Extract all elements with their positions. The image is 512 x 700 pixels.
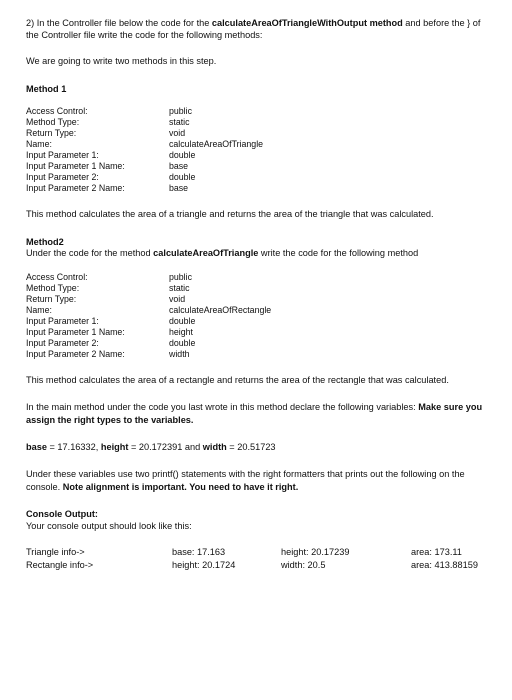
printf-bold: Note alignment is important. You need to have it right. — [62, 482, 299, 492]
method1-value-name: calculateAreaOfTriangle — [169, 139, 264, 149]
method2-value-param1-name: height — [169, 327, 193, 337]
rectangle-row-width: width: 20.5 — [281, 560, 326, 570]
method2-label-param2-name: Input Parameter 2 Name: — [26, 349, 125, 359]
var-base-value: = 17.16332, — [46, 442, 101, 452]
method2-label-param2: Input Parameter 2: — [26, 338, 99, 348]
method1-description: This method calculates the area of a triangle and returns the area of the triangle that was calculated. — [26, 209, 434, 219]
triangle-row-height: height: 20.17239 — [281, 547, 350, 557]
triangle-row-label: Triangle info-> — [26, 547, 85, 557]
method1-value-param1-name: base — [169, 161, 189, 171]
method1-heading: Method 1 — [26, 84, 67, 94]
method1-value-param1: double — [169, 150, 196, 160]
triangle-row-base: base: 17.163 — [172, 547, 226, 557]
method2-instruction-text-1: Under the code for the method — [26, 248, 154, 258]
method1-label-type: Method Type: — [26, 117, 80, 127]
method1-value-param2-name: base — [169, 183, 189, 193]
method1-label-name: Name: — [26, 139, 52, 149]
var-width-value: = 20.51723 — [226, 442, 276, 452]
printf-text: Under these variables use two printf() statements with the right formatters that prints out the following on the console. — [26, 469, 465, 492]
method2-value-param1: double — [169, 316, 196, 326]
console-output-subtitle: Your console output should look like this: — [26, 521, 192, 531]
main-method-paragraph — [26, 401, 494, 427]
method1-label-param2-name: Input Parameter 2 Name: — [26, 183, 125, 193]
method2-label-access: Access Control: — [26, 272, 88, 282]
var-height-label: height — [100, 442, 129, 452]
method2-instruction-text-2: write the code for the following method — [258, 248, 419, 258]
method1-value-return: void — [169, 128, 186, 138]
method2-label-param1: Input Parameter 1: — [26, 316, 99, 326]
method2-instruction — [26, 247, 494, 260]
method2-label-param1-name: Input Parameter 1 Name: — [26, 327, 125, 337]
intro-text-1: 2) In the Controller file below the code for the — [26, 18, 212, 28]
triangle-row-area: area: 173.11 — [411, 547, 462, 557]
method2-label-return: Return Type: — [26, 294, 77, 304]
var-width-label: width — [202, 442, 227, 452]
method2-value-access: public — [169, 272, 192, 282]
method1-label-param1-name: Input Parameter 1 Name: — [26, 161, 125, 171]
method2-value-type: static — [169, 283, 190, 293]
var-base-label: base — [26, 442, 47, 452]
method1-value-type: static — [169, 117, 190, 127]
variables-line — [26, 441, 494, 454]
console-output-title: Console Output: — [26, 509, 98, 519]
method2-value-return: void — [169, 294, 186, 304]
method1-label-access: Access Control: — [26, 106, 88, 116]
method1-label-param2: Input Parameter 2: — [26, 172, 99, 182]
intro-text-2: and before the } of the Controller file write the code for the following methods: — [26, 18, 481, 40]
method2-value-name: calculateAreaOfRectangle — [169, 305, 272, 315]
method1-value-access: public — [169, 106, 192, 116]
main-method-bold: Make sure you assign the right types to the variables. — [26, 402, 483, 425]
method1-label-return: Return Type: — [26, 128, 77, 138]
method2-heading: Method2 — [26, 237, 64, 247]
method2-description: This method calculates the area of a rectangle and returns the area of the rectangle that was calculated. — [26, 375, 449, 385]
method1-label-param1: Input Parameter 1: — [26, 150, 99, 160]
rectangle-row-label: Rectangle info-> — [26, 560, 94, 570]
method1-value-param2: double — [169, 172, 196, 182]
method2-label-type: Method Type: — [26, 283, 80, 293]
main-method-text: In the main method under the code you last wrote in this method declare the following variables: — [26, 402, 419, 412]
method2-label-name: Name: — [26, 305, 52, 315]
method2-value-param2-name: width — [169, 349, 190, 359]
var-height-value: = 20.172391 and — [128, 442, 203, 452]
rectangle-row-height: height: 20.1724 — [172, 560, 236, 570]
rectangle-row-area: area: 413.88159 — [411, 560, 478, 570]
method2-instruction-method: calculateAreaOfTriangle — [153, 248, 259, 258]
method2-spec-table — [26, 272, 494, 360]
intro-paragraph — [26, 17, 494, 41]
printf-paragraph — [26, 468, 494, 494]
intro-method-name: calculateAreaOfTriangleWithOutput method — [211, 18, 403, 28]
console-output-table — [26, 546, 494, 572]
lead-sentence: We are going to write two methods in this step. — [26, 56, 217, 66]
method2-value-param2: double — [169, 338, 196, 348]
method1-spec-table — [26, 106, 494, 194]
